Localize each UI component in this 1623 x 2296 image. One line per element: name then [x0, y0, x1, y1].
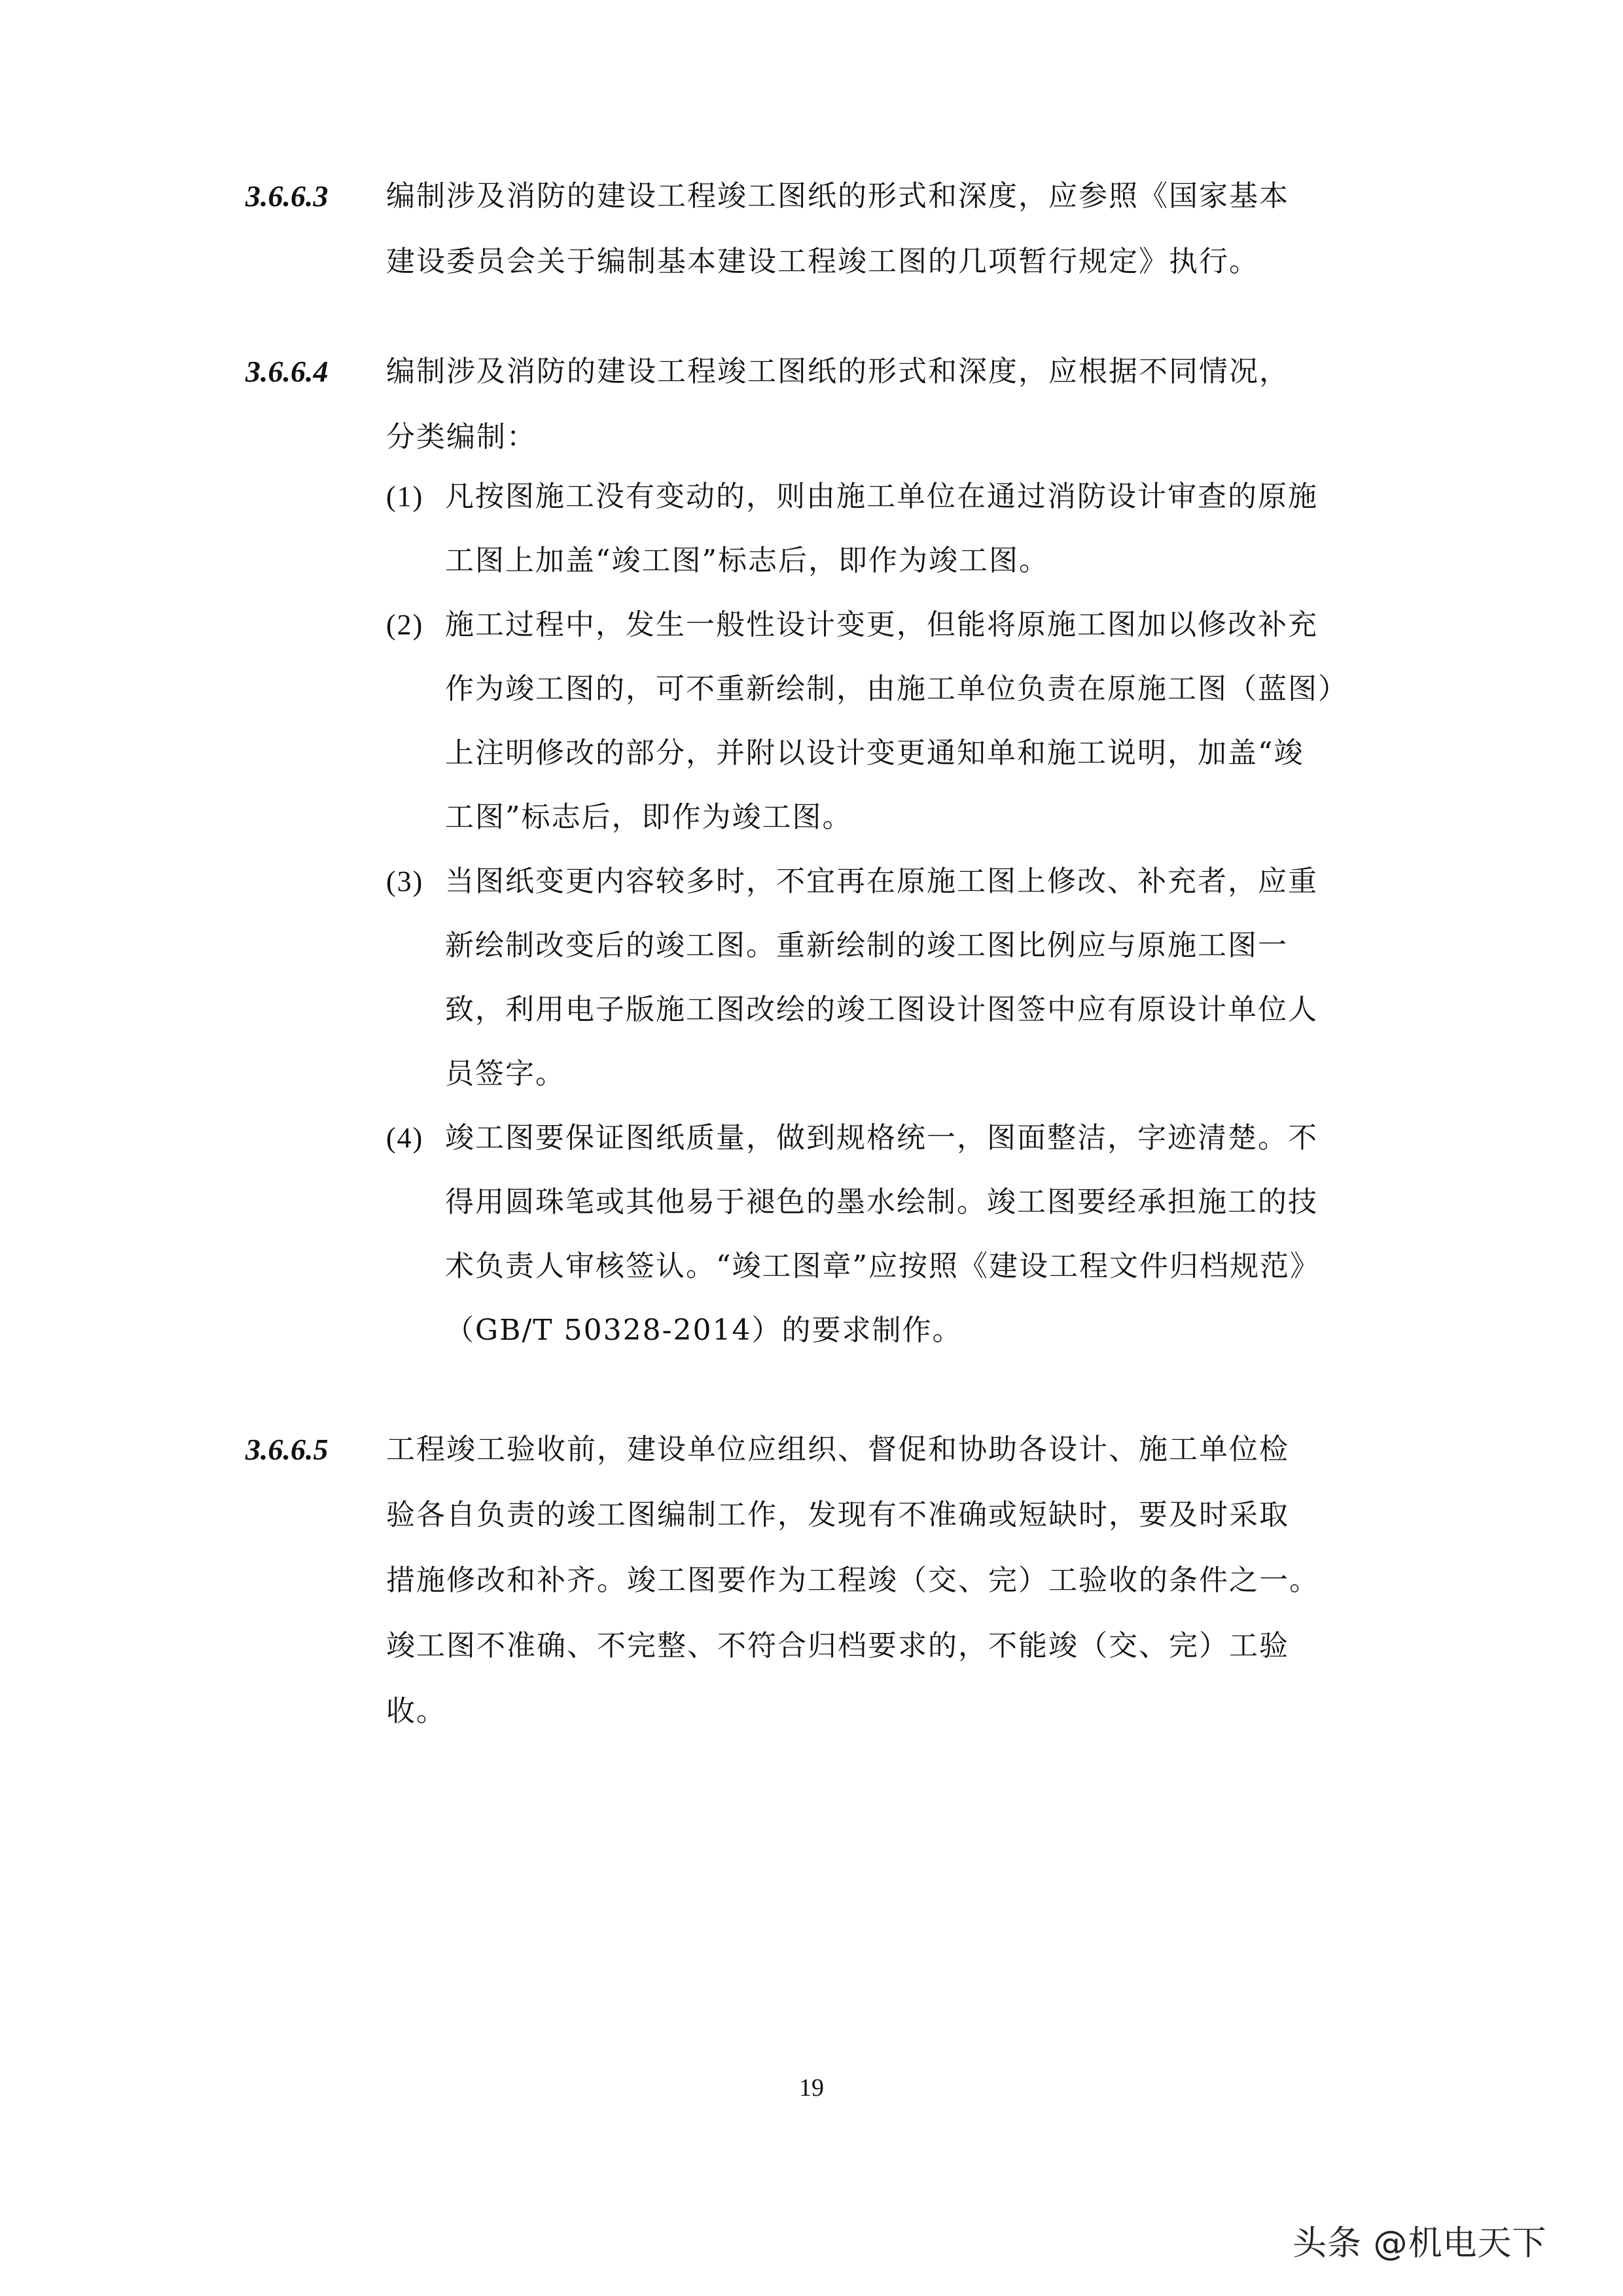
text-line: 建设委员会关于编制基本建设工程竣工图的几项暂行规定》执行。	[386, 245, 1259, 278]
text-line: 上注明修改的部分，并附以设计变更通知单和施工说明，加盖“竣	[445, 736, 1304, 770]
text-line: 验各自负责的竣工图编制工作，发现有不准确或短缺时，要及时采取	[386, 1498, 1289, 1532]
text-line: 作为竣工图的，可不重新绘制，由施工单位负责在原施工图（蓝图）	[445, 672, 1348, 706]
text-line: 分类编制：	[386, 420, 537, 454]
clause-body	[386, 164, 1410, 295]
text-line: 工程竣工验收前，建设单位应组织、督促和协助各设计、施工单位检	[386, 1433, 1289, 1466]
text-line: 凡按图施工没有变动的，则由施工单位在通过消防设计审查的原施	[445, 480, 1318, 513]
list-item-3	[386, 850, 1410, 1106]
clause-body	[386, 1417, 1410, 1744]
text-line: 收。	[386, 1695, 446, 1728]
list-item-1	[386, 465, 1410, 593]
text-line: 编制涉及消防的建设工程竣工图纸的形式和深度，应根据不同情况，	[386, 355, 1289, 388]
list-item-2	[386, 593, 1410, 850]
clause-body	[386, 339, 1410, 470]
item-number: (2)	[386, 609, 424, 641]
text-line: 得用圆珠笔或其他易于褪色的墨水绘制。竣工图要经承担施工的技	[445, 1185, 1318, 1219]
clause-3-6-6-4	[245, 339, 1410, 1363]
watermark: 头条 @机电天下	[1293, 2224, 1547, 2263]
text-line: 竣工图不准确、不完整、不符合归档要求的，不能竣（交、完）工验	[386, 1629, 1289, 1662]
list-item-4	[386, 1106, 1410, 1363]
clause-number: 3.6.6.4	[245, 355, 329, 388]
clause-number: 3.6.6.3	[245, 179, 329, 213]
text-line: 措施修改和补齐。竣工图要作为工程竣（交、完）工验收的条件之一。	[386, 1564, 1319, 1597]
text-line: 工图上加盖“竣工图”标志后，即作为竣工图。	[445, 544, 1049, 577]
item-number: (1)	[386, 480, 424, 512]
text-line: 工图”标志后，即作为竣工图。	[445, 800, 853, 834]
text-line: 竣工图要保证图纸质量，做到规格统一，图面整洁，字迹清楚。不	[445, 1121, 1318, 1155]
text-line: 施工过程中，发生一般性设计变更，但能将原施工图加以修改补充	[445, 608, 1318, 641]
text-line: （GB/T 50328-2014）的要求制作。	[445, 1314, 963, 1347]
text-line: 新绘制改变后的竣工图。重新绘制的竣工图比例应与原施工图一	[445, 929, 1288, 962]
text-line: 编制涉及消防的建设工程竣工图纸的形式和深度，应参照《国家基本	[386, 179, 1289, 213]
clause-3-6-6-3	[245, 164, 1410, 295]
clause-number: 3.6.6.5	[245, 1433, 329, 1466]
item-list	[386, 465, 1410, 1363]
text-line: 当图纸变更内容较多时，不宜再在原施工图上修改、补充者，应重	[445, 865, 1318, 898]
page-number: 19	[799, 2074, 824, 2102]
text-line: 员签字。	[445, 1057, 565, 1090]
text-line: 术负责人审核签认。“竣工图章”应按照《建设工程文件归档规范》	[445, 1249, 1320, 1283]
item-number: (3)	[386, 865, 424, 897]
clause-3-6-6-5	[245, 1417, 1410, 1744]
item-number: (4)	[386, 1122, 424, 1154]
text-line: 致，利用电子版施工图改绘的竣工图设计图签中应有原设计单位人	[445, 993, 1318, 1026]
